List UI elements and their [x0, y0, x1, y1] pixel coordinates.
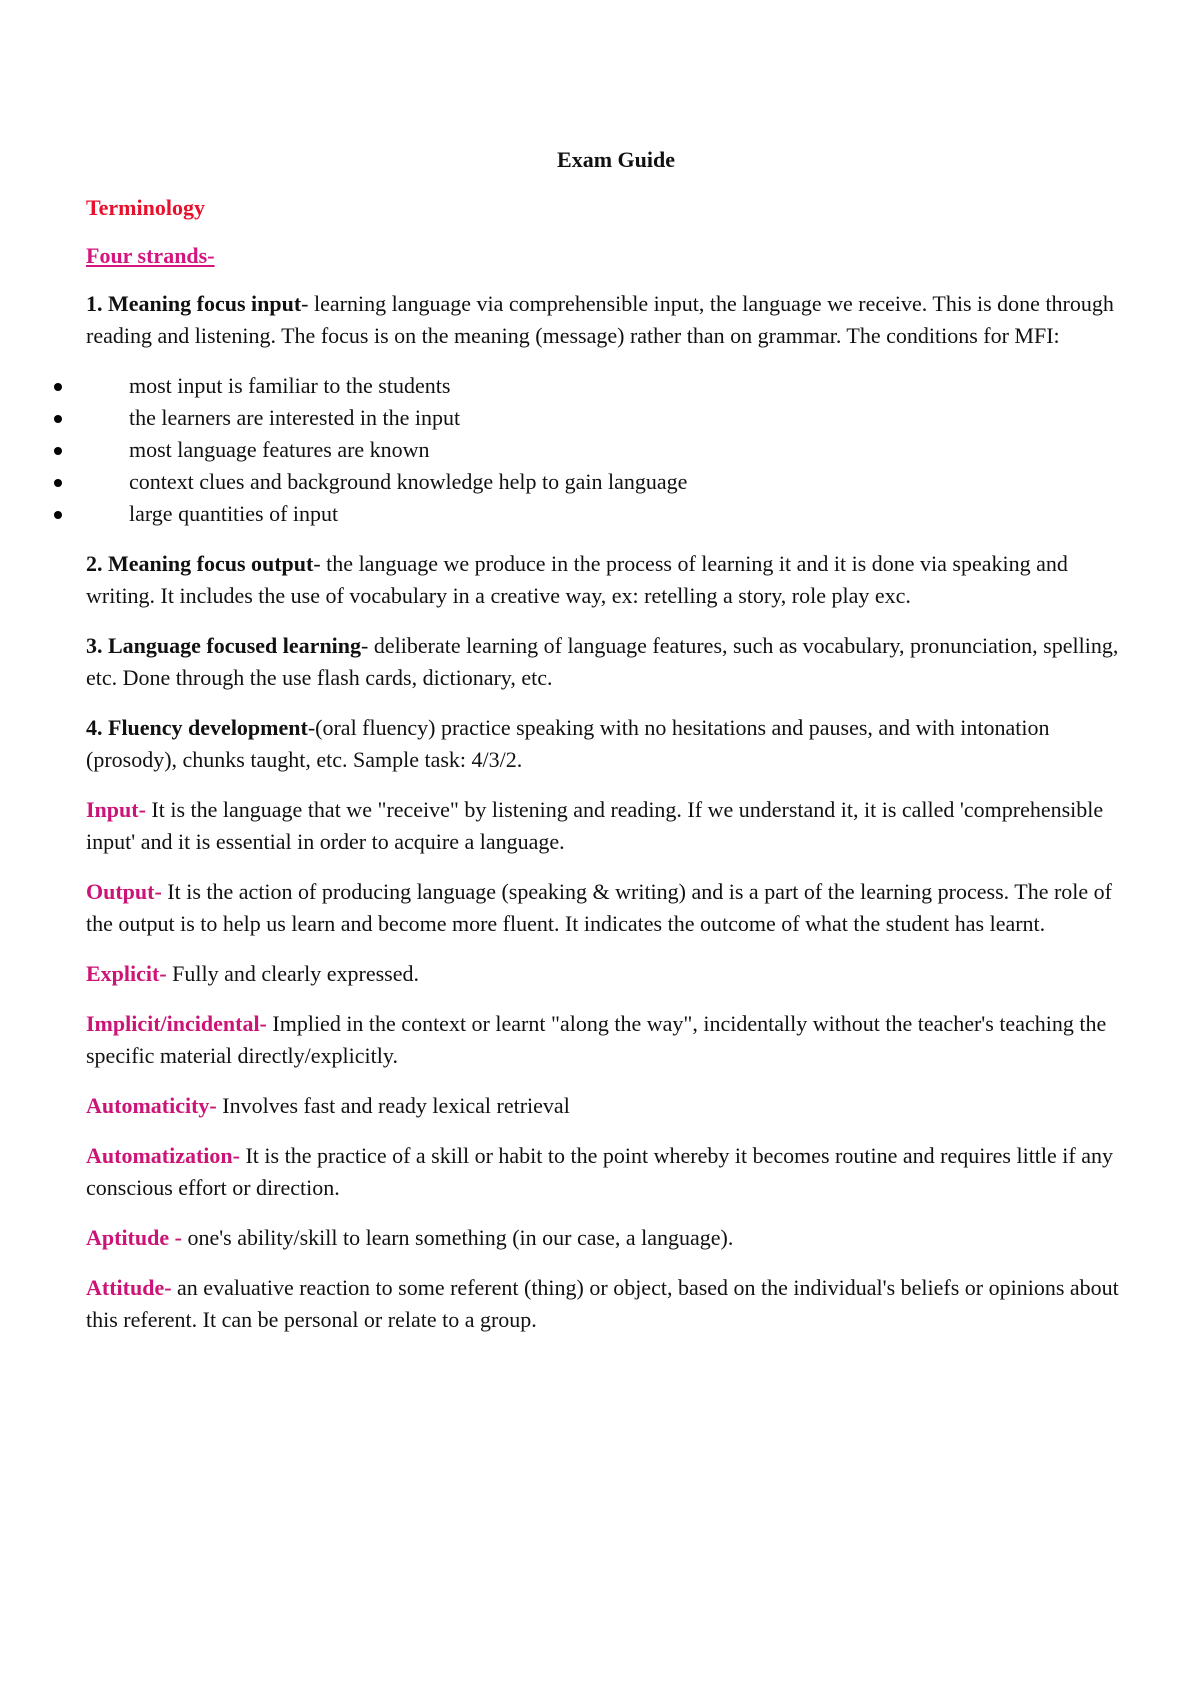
bullet-icon: [54, 479, 62, 487]
section-heading-terminology: Terminology: [86, 195, 205, 220]
term-definition: an evaluative reaction to some referent (thing) or object, based on the individual's beliefs or opinions about this referent. It can be personal or relate to a group.: [86, 1275, 1119, 1332]
strand-text: - the language we produce in the process of learning it and it is done via speaking and writing. It includes the use of vocabulary in a creative way, ex: retelling a story, role play exc.: [86, 551, 1068, 608]
term-definition: one's ability/skill to learn something (in our case, a language).: [181, 1225, 734, 1250]
term-label: Automaticity-: [86, 1093, 217, 1118]
document-body: [86, 144, 1126, 1354]
term-definition: Involves fast and ready lexical retrieval: [216, 1093, 570, 1118]
list-item-text: context clues and background knowledge help to gain language: [129, 469, 688, 494]
bullet-icon: [54, 415, 62, 423]
term-label: Explicit-: [86, 961, 167, 986]
term-paragraph-automatization: [86, 1140, 1126, 1204]
list-item-text: large quantities of input: [129, 501, 339, 526]
term-paragraph-implicit: [86, 1008, 1126, 1072]
term-paragraph-explicit: [86, 958, 1126, 990]
term-definition: Fully and clearly expressed.: [166, 961, 419, 986]
strand-label: 3. Language focused learning: [86, 633, 362, 658]
term-definition: It is the action of producing language (speaking & writing) and is a part of the learning process. The role of the output is to help us learn and become more fluent. It indicates the outcome of what the student has learnt.: [86, 879, 1112, 936]
term-paragraph-output: [86, 876, 1126, 940]
bullet-icon: [54, 383, 62, 391]
strand-label: 2. Meaning focus output: [86, 551, 314, 576]
strand-paragraph-1: [86, 288, 1126, 352]
term-label: Implicit/incidental-: [86, 1011, 267, 1036]
term-definition: It is the language that we "receive" by listening and reading. If we understand it, it is called 'comprehensible input' and it is essential in order to acquire a language.: [86, 797, 1104, 854]
term-paragraph-automaticity: [86, 1090, 1126, 1122]
term-paragraph-attitude: [86, 1272, 1126, 1336]
document-title: Exam Guide: [557, 147, 675, 172]
term-paragraph-aptitude: [86, 1222, 1126, 1254]
mfi-conditions-list: [86, 370, 1126, 530]
strand-paragraph-4: [86, 712, 1126, 776]
list-item: [86, 466, 1126, 498]
list-item-text: the learners are interested in the input: [129, 405, 461, 430]
list-item: [86, 370, 1126, 402]
strand-label: 4. Fluency development: [86, 715, 308, 740]
strand-label: 1. Meaning focus input: [86, 291, 302, 316]
list-item: [86, 402, 1126, 434]
term-label: Attitude-: [86, 1275, 172, 1300]
term-definition: Implied in the context or learnt "along the way", incidentally without the teacher's teaching the specific material directly/explicitly.: [86, 1011, 1107, 1068]
term-paragraph-input: [86, 794, 1126, 858]
bullet-icon: [54, 511, 62, 519]
term-label: Automatization-: [86, 1143, 240, 1168]
term-label: Output-: [86, 879, 162, 904]
strand-text: - deliberate learning of language features, such as vocabulary, pronunciation, spelling, etc. Done through the use flash cards, dictionary, etc.: [86, 633, 1119, 690]
list-item: [86, 498, 1126, 530]
bullet-icon: [54, 447, 62, 455]
term-label: Aptitude -: [86, 1225, 182, 1250]
list-item: [86, 434, 1126, 466]
strand-paragraph-2: [86, 548, 1126, 612]
subsection-heading-four-strands: Four strands-: [86, 243, 215, 268]
strand-paragraph-3: [86, 630, 1126, 694]
strand-text: -(oral fluency) practice speaking with no hesitations and pauses, and with intonation (prosody), chunks taught, etc. Sample task: 4/3/2.: [86, 715, 1050, 772]
term-label: Input-: [86, 797, 146, 822]
term-definition: It is the practice of a skill or habit to the point whereby it becomes routine and requires little if any conscious effort or direction.: [86, 1143, 1114, 1200]
list-item-text: most language features are known: [129, 437, 430, 462]
list-item-text: most input is familiar to the students: [129, 373, 451, 398]
strand-text: - learning language via comprehensible input, the language we receive. This is done through reading and listening. The focus is on the meaning (message) rather than on grammar. The conditions for MFI:: [86, 291, 1114, 348]
